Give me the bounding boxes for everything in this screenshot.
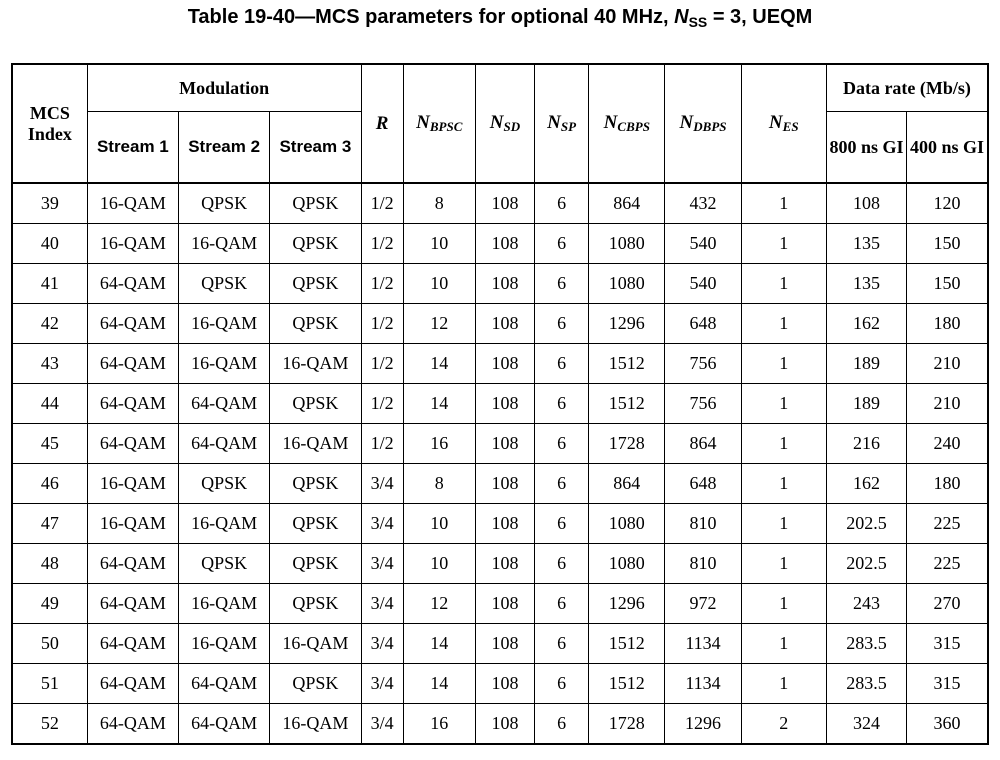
cell-nsp: 6 bbox=[535, 704, 589, 745]
cell-stream-1: 64-QAM bbox=[87, 384, 178, 424]
cell-stream-1: 16-QAM bbox=[87, 183, 178, 224]
cell-nbpsc: 10 bbox=[403, 224, 475, 264]
cell-stream-2: 16-QAM bbox=[178, 224, 269, 264]
header-stream-3: Stream 3 bbox=[270, 112, 361, 184]
table-row bbox=[12, 304, 988, 344]
cell-r: 1/2 bbox=[361, 384, 403, 424]
cell-stream-2: 16-QAM bbox=[178, 584, 269, 624]
cell-rate-800ns: 216 bbox=[826, 424, 906, 464]
cell-nsd: 108 bbox=[475, 664, 534, 704]
mcs-table bbox=[11, 63, 989, 745]
cell-mcs-index: 45 bbox=[12, 424, 87, 464]
cell-r: 1/2 bbox=[361, 264, 403, 304]
cell-nes: 1 bbox=[741, 624, 826, 664]
cell-rate-400ns: 180 bbox=[907, 464, 988, 504]
cell-rate-400ns: 150 bbox=[907, 224, 988, 264]
cell-r: 3/4 bbox=[361, 624, 403, 664]
header-gi-400: 400 ns GI bbox=[907, 112, 988, 184]
cell-ndbps: 648 bbox=[665, 304, 741, 344]
cell-r: 1/2 bbox=[361, 424, 403, 464]
cell-nsp: 6 bbox=[535, 424, 589, 464]
cell-nsd: 108 bbox=[475, 504, 534, 544]
cell-mcs-index: 50 bbox=[12, 624, 87, 664]
cell-stream-3: QPSK bbox=[270, 384, 361, 424]
cell-rate-800ns: 162 bbox=[826, 464, 906, 504]
table-row bbox=[12, 183, 988, 224]
table-row bbox=[12, 424, 988, 464]
cell-ncbps: 1512 bbox=[589, 624, 665, 664]
cell-mcs-index: 39 bbox=[12, 183, 87, 224]
cell-nsp: 6 bbox=[535, 544, 589, 584]
cell-mcs-index: 43 bbox=[12, 344, 87, 384]
cell-rate-800ns: 283.5 bbox=[826, 624, 906, 664]
table-row bbox=[12, 704, 988, 745]
cell-mcs-index: 47 bbox=[12, 504, 87, 544]
cell-stream-2: 64-QAM bbox=[178, 704, 269, 745]
cell-r: 3/4 bbox=[361, 704, 403, 745]
table-row bbox=[12, 504, 988, 544]
cell-nes: 1 bbox=[741, 584, 826, 624]
cell-mcs-index: 48 bbox=[12, 544, 87, 584]
table-row bbox=[12, 624, 988, 664]
cell-r: 1/2 bbox=[361, 224, 403, 264]
cell-nsd: 108 bbox=[475, 704, 534, 745]
header-mcs-index: MCS Index bbox=[12, 64, 87, 183]
cell-rate-400ns: 150 bbox=[907, 264, 988, 304]
header-nbpsc-sub: BPSC bbox=[429, 119, 463, 134]
cell-rate-400ns: 180 bbox=[907, 304, 988, 344]
cell-stream-1: 64-QAM bbox=[87, 344, 178, 384]
cell-nbpsc: 10 bbox=[403, 504, 475, 544]
cell-nsd: 108 bbox=[475, 424, 534, 464]
table-title bbox=[0, 6, 1000, 30]
header-modulation: Modulation bbox=[87, 64, 361, 112]
header-data-rate: Data rate (Mb/s) bbox=[826, 64, 988, 112]
cell-rate-800ns: 135 bbox=[826, 224, 906, 264]
cell-mcs-index: 44 bbox=[12, 384, 87, 424]
cell-rate-800ns: 162 bbox=[826, 304, 906, 344]
cell-stream-1: 64-QAM bbox=[87, 304, 178, 344]
cell-ncbps: 1512 bbox=[589, 664, 665, 704]
cell-rate-400ns: 270 bbox=[907, 584, 988, 624]
cell-stream-3: 16-QAM bbox=[270, 704, 361, 745]
header-ndbps bbox=[665, 64, 741, 183]
header-nsd-sub: SD bbox=[503, 119, 521, 134]
cell-r: 1/2 bbox=[361, 183, 403, 224]
cell-stream-2: QPSK bbox=[178, 464, 269, 504]
cell-stream-3: QPSK bbox=[270, 183, 361, 224]
cell-nes: 1 bbox=[741, 183, 826, 224]
cell-nes: 1 bbox=[741, 424, 826, 464]
cell-stream-1: 64-QAM bbox=[87, 624, 178, 664]
cell-rate-400ns: 210 bbox=[907, 344, 988, 384]
cell-stream-1: 64-QAM bbox=[87, 424, 178, 464]
cell-stream-2: 64-QAM bbox=[178, 664, 269, 704]
cell-rate-800ns: 135 bbox=[826, 264, 906, 304]
cell-stream-3: QPSK bbox=[270, 264, 361, 304]
cell-ndbps: 648 bbox=[665, 464, 741, 504]
cell-stream-1: 64-QAM bbox=[87, 664, 178, 704]
cell-ncbps: 1080 bbox=[589, 504, 665, 544]
cell-nsp: 6 bbox=[535, 504, 589, 544]
cell-ndbps: 1134 bbox=[665, 664, 741, 704]
table-row bbox=[12, 264, 988, 304]
cell-rate-400ns: 225 bbox=[907, 544, 988, 584]
header-nsp bbox=[535, 64, 589, 183]
cell-stream-1: 64-QAM bbox=[87, 584, 178, 624]
header-nsd bbox=[475, 64, 534, 183]
cell-stream-2: 16-QAM bbox=[178, 304, 269, 344]
cell-stream-3: QPSK bbox=[270, 584, 361, 624]
cell-nsp: 6 bbox=[535, 384, 589, 424]
cell-nsp: 6 bbox=[535, 264, 589, 304]
cell-nsp: 6 bbox=[535, 464, 589, 504]
header-ncbps-sym: N bbox=[603, 112, 618, 133]
title-suffix: = 3, UEQM bbox=[707, 6, 813, 28]
table-header bbox=[12, 64, 988, 183]
cell-nes: 1 bbox=[741, 304, 826, 344]
cell-nbpsc: 14 bbox=[403, 664, 475, 704]
cell-rate-800ns: 202.5 bbox=[826, 504, 906, 544]
cell-ncbps: 1296 bbox=[589, 304, 665, 344]
cell-r: 1/2 bbox=[361, 344, 403, 384]
cell-stream-3: QPSK bbox=[270, 504, 361, 544]
cell-stream-3: QPSK bbox=[270, 464, 361, 504]
cell-mcs-index: 42 bbox=[12, 304, 87, 344]
header-ncbps bbox=[589, 64, 665, 183]
cell-nsp: 6 bbox=[535, 584, 589, 624]
cell-stream-3: QPSK bbox=[270, 664, 361, 704]
cell-nsp: 6 bbox=[535, 183, 589, 224]
cell-rate-400ns: 210 bbox=[907, 384, 988, 424]
cell-nes: 1 bbox=[741, 344, 826, 384]
cell-nsd: 108 bbox=[475, 304, 534, 344]
cell-stream-3: 16-QAM bbox=[270, 344, 361, 384]
table-row bbox=[12, 464, 988, 504]
cell-ndbps: 972 bbox=[665, 584, 741, 624]
cell-rate-400ns: 240 bbox=[907, 424, 988, 464]
cell-ndbps: 756 bbox=[665, 384, 741, 424]
cell-rate-800ns: 189 bbox=[826, 384, 906, 424]
cell-rate-400ns: 360 bbox=[907, 704, 988, 745]
cell-stream-1: 64-QAM bbox=[87, 264, 178, 304]
cell-rate-800ns: 189 bbox=[826, 344, 906, 384]
table-row bbox=[12, 384, 988, 424]
cell-stream-2: QPSK bbox=[178, 264, 269, 304]
cell-rate-400ns: 315 bbox=[907, 624, 988, 664]
cell-mcs-index: 49 bbox=[12, 584, 87, 624]
cell-rate-400ns: 120 bbox=[907, 183, 988, 224]
cell-ncbps: 1512 bbox=[589, 384, 665, 424]
cell-stream-2: QPSK bbox=[178, 544, 269, 584]
cell-ncbps: 1728 bbox=[589, 704, 665, 745]
cell-r: 3/4 bbox=[361, 464, 403, 504]
cell-stream-2: 64-QAM bbox=[178, 424, 269, 464]
cell-nbpsc: 14 bbox=[403, 624, 475, 664]
cell-nbpsc: 8 bbox=[403, 183, 475, 224]
cell-nsp: 6 bbox=[535, 224, 589, 264]
cell-nsd: 108 bbox=[475, 624, 534, 664]
cell-nes: 1 bbox=[741, 464, 826, 504]
cell-r: 3/4 bbox=[361, 584, 403, 624]
cell-mcs-index: 41 bbox=[12, 264, 87, 304]
cell-nsd: 108 bbox=[475, 584, 534, 624]
header-nes-sub: ES bbox=[782, 119, 799, 134]
cell-ndbps: 1296 bbox=[665, 704, 741, 745]
cell-nbpsc: 12 bbox=[403, 304, 475, 344]
table-body bbox=[12, 183, 988, 744]
cell-rate-400ns: 225 bbox=[907, 504, 988, 544]
cell-ncbps: 1080 bbox=[589, 544, 665, 584]
cell-nes: 1 bbox=[741, 544, 826, 584]
cell-nsd: 108 bbox=[475, 384, 534, 424]
cell-nbpsc: 10 bbox=[403, 264, 475, 304]
cell-ndbps: 432 bbox=[665, 183, 741, 224]
cell-ndbps: 810 bbox=[665, 544, 741, 584]
cell-nes: 1 bbox=[741, 664, 826, 704]
cell-nbpsc: 16 bbox=[403, 424, 475, 464]
title-subscript: SS bbox=[688, 14, 708, 30]
header-stream-1: Stream 1 bbox=[87, 112, 178, 184]
cell-stream-2: 16-QAM bbox=[178, 344, 269, 384]
header-gi-800: 800 ns GI bbox=[826, 112, 906, 184]
cell-stream-2: QPSK bbox=[178, 183, 269, 224]
cell-rate-800ns: 324 bbox=[826, 704, 906, 745]
cell-nsp: 6 bbox=[535, 344, 589, 384]
cell-r: 3/4 bbox=[361, 504, 403, 544]
cell-stream-1: 16-QAM bbox=[87, 464, 178, 504]
cell-nbpsc: 12 bbox=[403, 584, 475, 624]
cell-ncbps: 1512 bbox=[589, 344, 665, 384]
cell-ncbps: 1728 bbox=[589, 424, 665, 464]
cell-mcs-index: 51 bbox=[12, 664, 87, 704]
cell-nsd: 108 bbox=[475, 544, 534, 584]
cell-stream-3: QPSK bbox=[270, 224, 361, 264]
cell-ndbps: 864 bbox=[665, 424, 741, 464]
cell-stream-2: 64-QAM bbox=[178, 384, 269, 424]
cell-ndbps: 540 bbox=[665, 264, 741, 304]
cell-stream-1: 16-QAM bbox=[87, 504, 178, 544]
header-nsp-sym: N bbox=[547, 112, 561, 133]
cell-stream-3: 16-QAM bbox=[270, 624, 361, 664]
table-row bbox=[12, 344, 988, 384]
cell-stream-3: 16-QAM bbox=[270, 424, 361, 464]
cell-r: 1/2 bbox=[361, 304, 403, 344]
cell-ncbps: 1080 bbox=[589, 264, 665, 304]
cell-nbpsc: 16 bbox=[403, 704, 475, 745]
cell-ndbps: 810 bbox=[665, 504, 741, 544]
header-nbpsc-sym: N bbox=[416, 112, 430, 133]
cell-ndbps: 540 bbox=[665, 224, 741, 264]
cell-stream-1: 16-QAM bbox=[87, 224, 178, 264]
cell-stream-3: QPSK bbox=[270, 544, 361, 584]
cell-stream-1: 64-QAM bbox=[87, 544, 178, 584]
cell-ncbps: 864 bbox=[589, 464, 665, 504]
cell-r: 3/4 bbox=[361, 664, 403, 704]
cell-rate-800ns: 108 bbox=[826, 183, 906, 224]
cell-nes: 1 bbox=[741, 224, 826, 264]
header-r: R bbox=[361, 64, 403, 183]
cell-nsd: 108 bbox=[475, 264, 534, 304]
cell-mcs-index: 46 bbox=[12, 464, 87, 504]
table-row bbox=[12, 664, 988, 704]
cell-nbpsc: 14 bbox=[403, 384, 475, 424]
table-row bbox=[12, 584, 988, 624]
cell-mcs-index: 40 bbox=[12, 224, 87, 264]
cell-ncbps: 1296 bbox=[589, 584, 665, 624]
cell-nes: 2 bbox=[741, 704, 826, 745]
header-ncbps-sub: CBPS bbox=[617, 119, 650, 134]
header-nbpsc bbox=[403, 64, 475, 183]
cell-nsp: 6 bbox=[535, 304, 589, 344]
cell-rate-400ns: 315 bbox=[907, 664, 988, 704]
header-stream-2: Stream 2 bbox=[178, 112, 269, 184]
cell-nsd: 108 bbox=[475, 344, 534, 384]
cell-ndbps: 1134 bbox=[665, 624, 741, 664]
cell-nbpsc: 14 bbox=[403, 344, 475, 384]
table-row bbox=[12, 224, 988, 264]
cell-ndbps: 756 bbox=[665, 344, 741, 384]
title-prefix: Table 19-40—MCS parameters for optional 40 MHz, bbox=[187, 6, 675, 28]
cell-nes: 1 bbox=[741, 504, 826, 544]
cell-nbpsc: 8 bbox=[403, 464, 475, 504]
title-symbol: N bbox=[674, 6, 689, 28]
header-ndbps-sub: DBPS bbox=[693, 119, 727, 134]
cell-ncbps: 1080 bbox=[589, 224, 665, 264]
cell-nes: 1 bbox=[741, 264, 826, 304]
header-nes bbox=[741, 64, 826, 183]
cell-rate-800ns: 202.5 bbox=[826, 544, 906, 584]
header-nsp-sub: SP bbox=[560, 119, 577, 134]
header-ndbps-sym: N bbox=[679, 112, 694, 133]
cell-nsp: 6 bbox=[535, 664, 589, 704]
cell-nes: 1 bbox=[741, 384, 826, 424]
cell-rate-800ns: 243 bbox=[826, 584, 906, 624]
cell-nsd: 108 bbox=[475, 464, 534, 504]
header-nes-sym: N bbox=[768, 112, 783, 133]
header-nsd-sym: N bbox=[489, 112, 504, 133]
cell-stream-3: QPSK bbox=[270, 304, 361, 344]
cell-stream-2: 16-QAM bbox=[178, 624, 269, 664]
cell-nbpsc: 10 bbox=[403, 544, 475, 584]
cell-nsd: 108 bbox=[475, 224, 534, 264]
cell-nsd: 108 bbox=[475, 183, 534, 224]
cell-nsp: 6 bbox=[535, 624, 589, 664]
cell-r: 3/4 bbox=[361, 544, 403, 584]
cell-ncbps: 864 bbox=[589, 183, 665, 224]
cell-stream-2: 16-QAM bbox=[178, 504, 269, 544]
cell-mcs-index: 52 bbox=[12, 704, 87, 745]
cell-stream-1: 64-QAM bbox=[87, 704, 178, 745]
table-row bbox=[12, 544, 988, 584]
cell-rate-800ns: 283.5 bbox=[826, 664, 906, 704]
